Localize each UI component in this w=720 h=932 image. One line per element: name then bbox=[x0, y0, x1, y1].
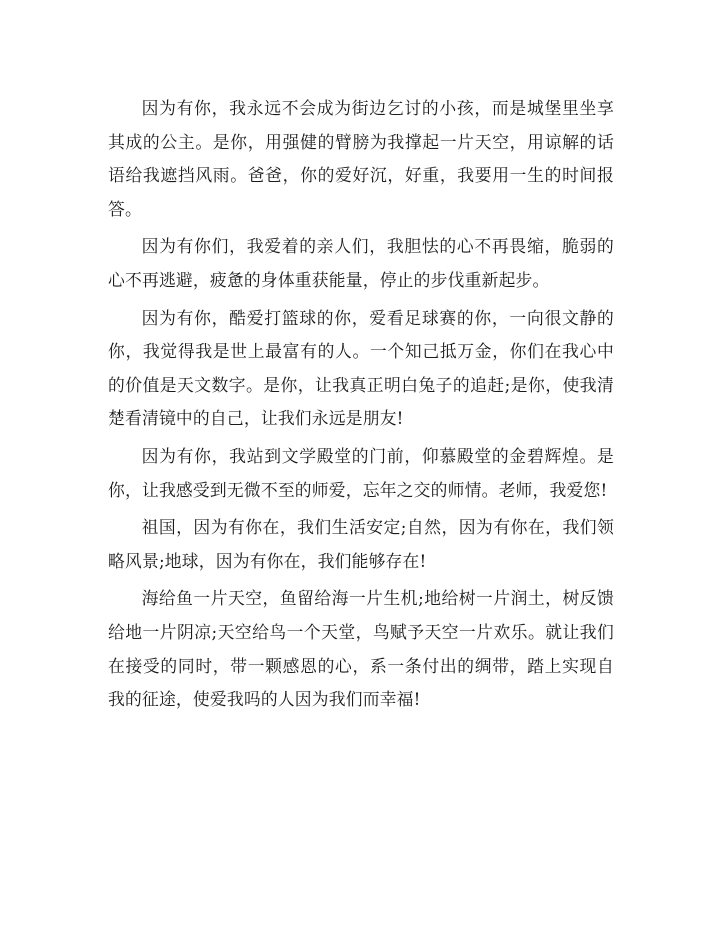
document-body bbox=[108, 92, 614, 721]
paragraph-motherland: 祖国，因为有你在，我们生活安定;自然，因为有你在，我们领略风景;地球，因为有你在，我们能够存在! bbox=[108, 517, 614, 571]
paragraph-father: 因为有你，我永远不会成为街边乞讨的小孩，而是城堡里坐享其成的公主。是你，用强健的臂膀为我撑起一片天空，用谅解的话语给我遮挡风雨。爸爸，你的爱好沉，好重，我要用一生的时间报答。 bbox=[108, 98, 614, 219]
paragraph-teacher: 因为有你，我站到文学殿堂的门前，仰慕殿堂的金碧辉煌。是你，让我感受到无微不至的师爱，忘年之交的师情。老师，我爱您! bbox=[108, 445, 614, 500]
paragraph-family: 因为有你们，我爱着的亲人们，我胆怯的心不再畏缩，脆弱的心不再逃避，疲惫的身体重获能量，停止的步伐重新起步。 bbox=[108, 236, 614, 290]
paragraph-friends: 因为有你，酷爱打篮球的你，爱看足球赛的你，一向很文静的你，我觉得我是世上最富有的人。一个知己抵万金，你们在我心中的价值是天文数字。是你，让我真正明白兔子的追赶;是你，使我清楚看清镜中的自己，让我们永远是朋友! bbox=[108, 307, 614, 429]
paragraph-gratitude: 海给鱼一片天空，鱼留给海一片生机;地给树一片润土，树反馈给地一片阴凉;天空给鸟一个天堂，鸟赋予天空一片欢乐。就让我们在接受的同时，带一颗感恩的心，系一条付出的绸带，踏上实现自我的征途，使爱我吗的人因为我们而幸福! bbox=[108, 588, 614, 710]
